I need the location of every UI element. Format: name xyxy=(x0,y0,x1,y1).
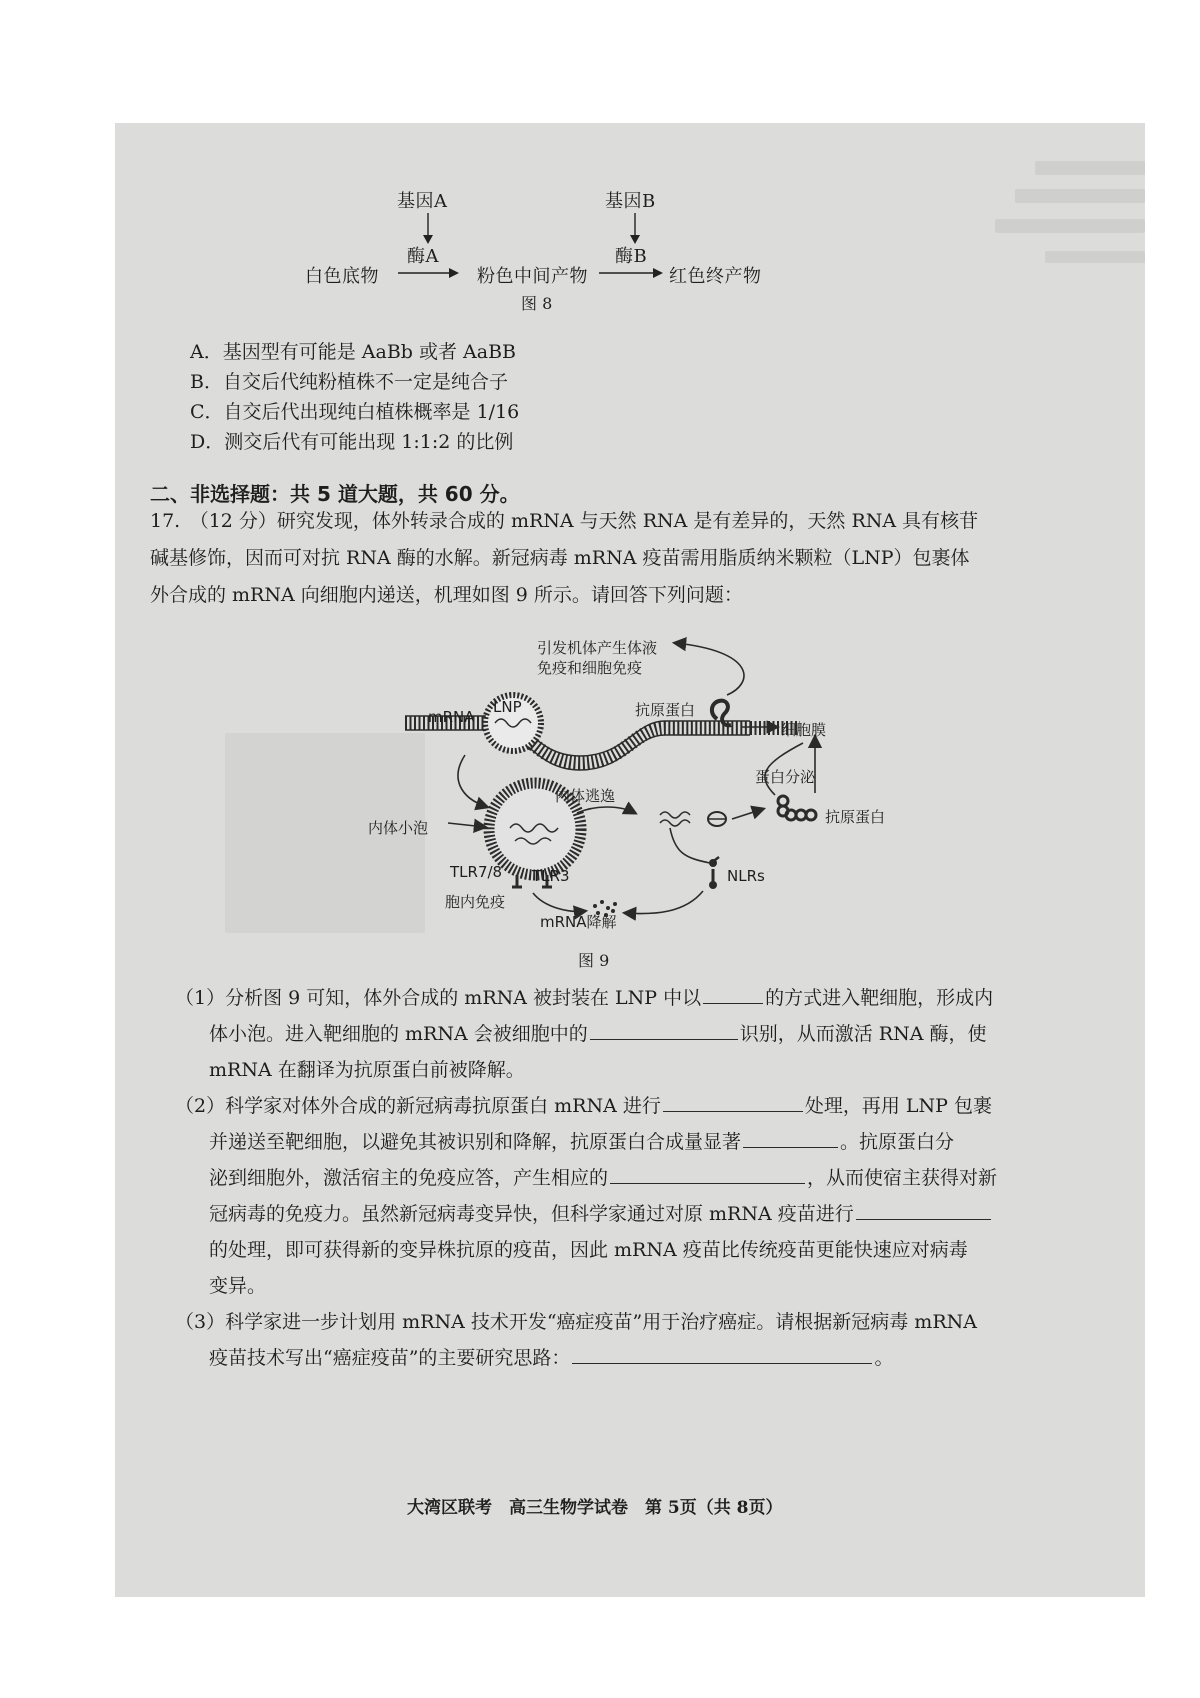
option-label: B． xyxy=(190,371,223,393)
innate-immunity-label: 胞内免疫 xyxy=(445,893,506,911)
q17-part2-line-4 xyxy=(209,1196,993,1232)
answer-blank-3[interactable] xyxy=(663,1091,803,1112)
q17-part2-line-6: 变异。 xyxy=(209,1275,267,1297)
cell-membrane-label: 细胞膜 xyxy=(781,721,827,739)
option-label: D． xyxy=(190,431,225,453)
page-footer: 大湾区联考 高三生物学试卷 第 5页（共 8页） xyxy=(407,1498,783,1518)
q17-text: 。 xyxy=(874,1347,894,1369)
q17-text: （1）分析图 9 可知，体外合成的 mRNA 被封装在 LNP 中以 xyxy=(175,987,702,1009)
q17-part2-line-5: 的处理，即可获得新的变异株抗原的疫苗，因此 mRNA 疫苗比传统疫苗更能快速应对病毒 xyxy=(209,1239,968,1261)
q17-part2-line-1 xyxy=(175,1088,992,1124)
mrna-label: mRNA xyxy=(428,708,475,726)
q17-text: ，从而使宿主获得对新 xyxy=(807,1167,998,1189)
q17-part1-line-2 xyxy=(209,1016,986,1052)
protein-secretion-label: 蛋白分泌 xyxy=(755,768,816,786)
q17-part3-line-2 xyxy=(209,1340,893,1376)
q17-text: 。抗原蛋白分 xyxy=(840,1131,955,1153)
q17-text: （2）科学家对体外合成的新冠病毒抗原蛋白 mRNA 进行 xyxy=(175,1095,661,1117)
q17-text: 疫苗技术写出“癌症疫苗”的主要研究思路： xyxy=(209,1347,571,1369)
q17-text: 并递送至靶细胞，以避免其被识别和降解，抗原蛋白合成量显著 xyxy=(209,1131,742,1153)
option-text: 自交后代纯粉植株不一定是纯合子 xyxy=(222,371,508,393)
endosomal-escape-label: 内体逃逸 xyxy=(555,787,616,805)
q17-part3-line-1: （3）科学家进一步计划用 mRNA 技术开发“癌症疫苗”用于治疗癌症。请根据新冠病毒 mRNA xyxy=(175,1311,977,1333)
immune-response-line-1: 引发机体产生体液 xyxy=(537,639,658,657)
nlrs-label: NLRs xyxy=(727,867,765,885)
answer-blank-4[interactable] xyxy=(743,1127,838,1148)
tlr3-label: TLR3 xyxy=(532,867,570,885)
figure-9-caption: 图 9 xyxy=(578,951,610,970)
antigen-protein-top-label: 抗原蛋白 xyxy=(635,701,696,719)
q17-intro-line-2: 碱基修饰，因而可对抗 RNA 酶的水解。新冠病毒 mRNA 疫苗需用脂质纳米颗粒（LNP）包裹体 xyxy=(150,547,970,569)
lnp-label: LNP xyxy=(493,698,522,716)
q17-part1-line-1 xyxy=(175,980,993,1016)
mrna-degradation-label: mRNA降解 xyxy=(540,913,617,931)
enzyme-a-label: 酶A xyxy=(407,246,439,267)
q17-text: 的方式进入靶细胞，形成内 xyxy=(765,987,994,1009)
answer-blank-1[interactable] xyxy=(703,983,763,1004)
immune-response-line-2: 免疫和细胞免疫 xyxy=(537,659,643,677)
option-label: C． xyxy=(190,401,224,423)
product-label: 红色终产物 xyxy=(669,266,762,287)
q17-text: 处理，再用 LNP 包裹 xyxy=(804,1095,992,1117)
q17-part2-line-2 xyxy=(209,1124,954,1160)
q17-intro-line-1: 17. （12 分）研究发现，体外转录合成的 mRNA 与天然 RNA 是有差异的，天然 RNA 具有核苷 xyxy=(150,510,979,532)
option-label: A． xyxy=(190,341,223,363)
figure-8-caption: 图 8 xyxy=(521,294,553,313)
option-text: 基因型有可能是 AaBb 或者 AaBB xyxy=(222,341,517,363)
option-text: 测交后代有可能出现 1:1:2 的比例 xyxy=(224,431,514,453)
answer-blank-6[interactable] xyxy=(856,1199,991,1220)
enzyme-b-label: 酶B xyxy=(615,246,648,267)
substrate-label: 白色底物 xyxy=(305,266,379,287)
exam-page xyxy=(115,123,1145,1597)
gene-b-label: 基因B xyxy=(605,191,656,212)
answer-blank-2[interactable] xyxy=(590,1019,738,1040)
q17-part1-line-3: mRNA 在翻译为抗原蛋白前被降解。 xyxy=(209,1059,525,1081)
answer-blank-7[interactable] xyxy=(572,1343,872,1364)
endosome-label: 内体小泡 xyxy=(368,819,429,837)
option-text: 自交后代出现纯白植株概率是 1/16 xyxy=(223,401,520,423)
q17-intro-line-3: 外合成的 mRNA 向细胞内递送，机理如图 9 所示。请回答下列问题： xyxy=(150,584,743,606)
q17-text: 冠病毒的免疫力。虽然新冠病毒变异快，但科学家通过对原 mRNA 疫苗进行 xyxy=(209,1203,854,1225)
figure-9-diagram xyxy=(115,123,1145,983)
q17-part2-line-3 xyxy=(209,1160,997,1196)
q17-text: 泌到细胞外，激活宿主的免疫应答，产生相应的 xyxy=(209,1167,609,1189)
section-heading: 二、非选择题：共 5 道大题，共 60 分。 xyxy=(150,482,520,506)
intermediate-label: 粉色中间产物 xyxy=(477,266,588,287)
antigen-protein-mid-label: 抗原蛋白 xyxy=(825,808,886,826)
q17-text: 识别，从而激活 RNA 酶，使 xyxy=(739,1023,987,1045)
tlr78-label: TLR7/8 xyxy=(450,863,503,881)
gene-a-label: 基因A xyxy=(397,191,448,212)
q17-text: 体小泡。进入靶细胞的 mRNA 会被细胞中的 xyxy=(209,1023,588,1045)
answer-blank-5[interactable] xyxy=(610,1163,805,1184)
